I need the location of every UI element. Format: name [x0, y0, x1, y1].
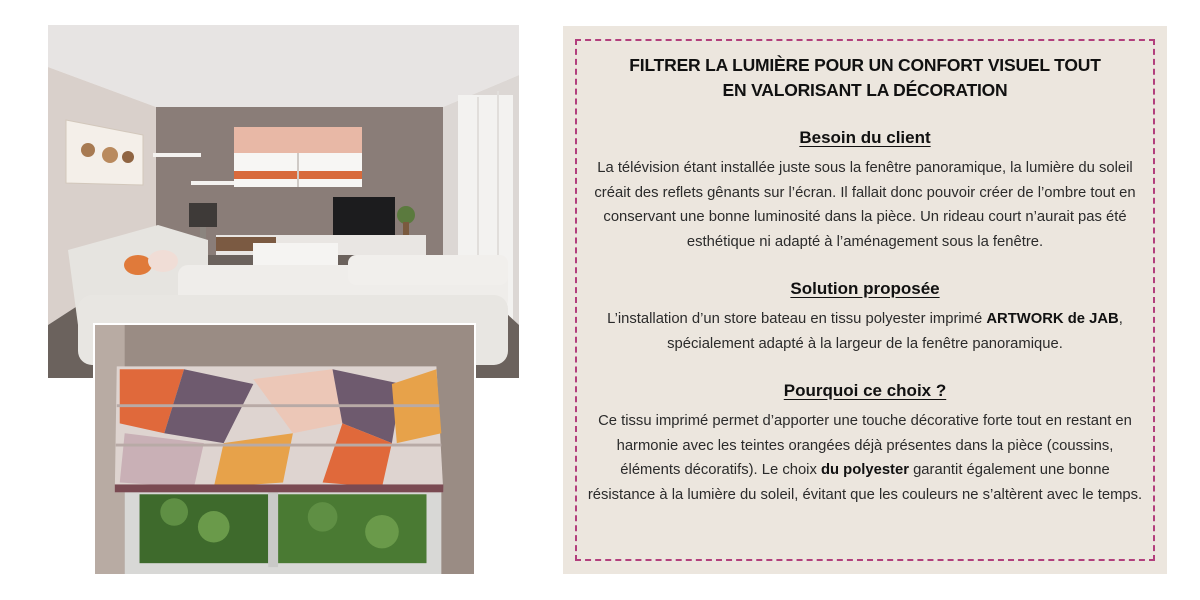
section-title-besoin: Besoin du client — [799, 128, 931, 147]
panel-content — [587, 53, 1143, 507]
roman-blind-photo — [93, 323, 476, 576]
section-body-solution — [587, 307, 1143, 356]
headline-line-1: FILTRER LA LUMIÈRE POUR UN CONFORT VISUEL TOUT — [629, 55, 1101, 75]
section-body-pourquoi — [587, 409, 1143, 507]
pourquoi-text-2: garantit également une bonne résistance à la lumière du soleil, évitant que les couleurs ne s’altèrent avec le temps. — [587, 462, 1143, 503]
pourquoi-material: du polyester — [820, 462, 909, 478]
headline — [587, 53, 1143, 103]
headline-line-2: EN VALORISANT LA DÉCORATION — [722, 80, 1008, 100]
section-title-pourquoi: Pourquoi ce choix ? — [783, 381, 947, 400]
section-title-solution: Solution proposée — [790, 279, 940, 298]
section-body-besoin: La télévision étant installée juste sous la fenêtre panoramique, la lumière du soleil créait des reflets gênants sur l’écran. Il fallait donc pouvoir créer de l’ombre tout en conservant une bonne luminosité dans la pièce. Un rideau court n’aurait pas été esthétique ni adapté à l’aménagement sous la fenêtre. — [594, 160, 1136, 250]
solution-brand: ARTWORK de JAB — [986, 311, 1119, 327]
solution-text-2: , spécialement adapté à la largeur de la fenêtre panoramique. — [667, 311, 1123, 352]
pourquoi-text-1: Ce tissu imprimé permet d’apporter une touche décorative forte tout en restant en harmonie avec les teintes orangées déjà présentes dans la pièce (coussins, éléments décoratifs). Le choix — [598, 413, 1132, 478]
solution-text-1: L’installation d’un store bateau en tissu polyester imprimé — [607, 311, 987, 327]
info-panel — [563, 26, 1167, 574]
